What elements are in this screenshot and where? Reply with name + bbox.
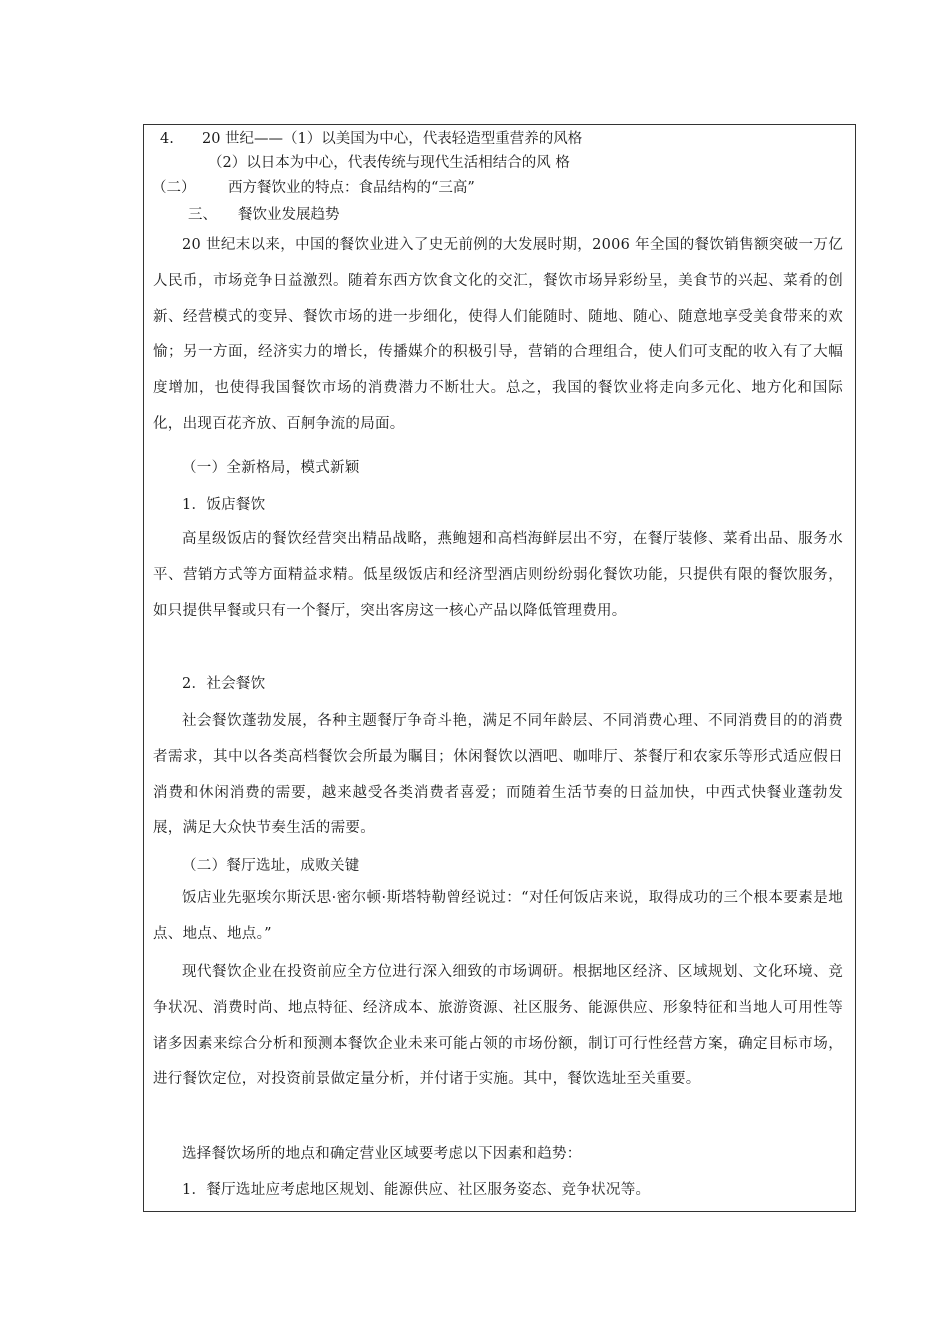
outline-section2-text: 西方餐饮业的特点：食品结构的“三高” [228, 180, 475, 196]
heading-social-dining: 2．社会餐饮 [182, 676, 266, 692]
outline-item4-number: 4. [160, 131, 174, 147]
market-research-paragraph: 现代餐饮企业在投资前应全方位进行深入细致的市场调研。根据地区经济、区域规划、文化环境、竞争状况、消费时尚、地点特征、经济成本、旅游资源、社区服务、能源供应、形象特征和当地人可用性等诸多因素来综合分析和预测本餐饮企业未来可能占领的市场份额，制订可行性经营方案，确定目标市场，进行餐饮定位，对投资前景做定量分析，并付诸于实施。其中，餐饮选址至关重要。 [153, 964, 843, 1088]
site-factors-intro: 选择餐饮场所的地点和确定营业区域要考虑以下因素和趋势： [182, 1146, 582, 1162]
outline-section2-number: （二） [152, 180, 196, 196]
outline-part3-heading: 餐饮业发展趋势 [238, 207, 340, 223]
outline-item4-text: 20 世纪——（1）以美国为中心，代表轻造型重营养的风格 [202, 131, 583, 147]
outline-item4-subtext: （2）以日本为中心，代表传统与现代生活相结合的风 格 [208, 155, 570, 171]
intro-paragraph: 20 世纪末以来，中国的餐饮业进入了史无前例的大发展时期，2006 年全国的餐饮销售额突破一万亿人民币，市场竞争日益激烈。随着东西方饮食文化的交汇，餐饮市场异彩纷呈，美食节的兴起、菜肴的创新、经营模式的变异、餐饮市场的进一步细化，使得人们能随时、随地、随心、随意地享受美食带来的欢愉；另一方面，经济实力的增长，传播媒介的积极引导，营销的合理组合，使人们可支配的收入有了大幅度增加，也使得我国餐饮市场的消费潜力不断壮大。总之，我国的餐饮业将走向多元化、地方化和国际化，出现百花齐放、百舸争流的局面。 [153, 237, 843, 432]
subheading-new-pattern: （一）全新格局，模式新颖 [182, 460, 360, 476]
heading-hotel-dining: 1．饭店餐饮 [182, 497, 266, 513]
social-dining-paragraph: 社会餐饮蓬勃发展，各种主题餐厅争奇斗艳，满足不同年龄层、不同消费心理、不同消费目的的消费者需求，其中以各类高档餐饮会所最为瞩目；休闲餐饮以酒吧、咖啡厅、茶餐厅和农家乐等形式适应假日消费和休闲消费的需要，越来越受各类消费者喜爱；而随着生活节奏的日益加快，中西式快餐业蓬勃发展，满足大众快节奏生活的需要。 [153, 713, 843, 837]
outline-part3-number: 三、 [188, 207, 217, 223]
subheading-site-selection: （二）餐厅选址，成败关键 [182, 858, 360, 874]
statler-quote-paragraph: 饭店业先驱埃尔斯沃思·密尔顿·斯塔特勒曾经说过：“对任何饭店来说，取得成功的三个根本要素是地点、地点、地点。” [153, 890, 843, 942]
site-factor-1: 1．餐厅选址应考虑地区规划、能源供应、社区服务姿态、竞争状况等。 [182, 1182, 651, 1198]
hotel-dining-paragraph: 高星级饭店的餐饮经营突出精品战略，燕鲍翅和高档海鲜层出不穷，在餐厅装修、菜肴出品、服务水平、营销方式等方面精益求精。低星级饭店和经济型酒店则纷纷弱化餐饮功能，只提供有限的餐饮服务，如只提供早餐或只有一个餐厅，突出客房这一核心产品以降低管理费用。 [153, 531, 843, 619]
